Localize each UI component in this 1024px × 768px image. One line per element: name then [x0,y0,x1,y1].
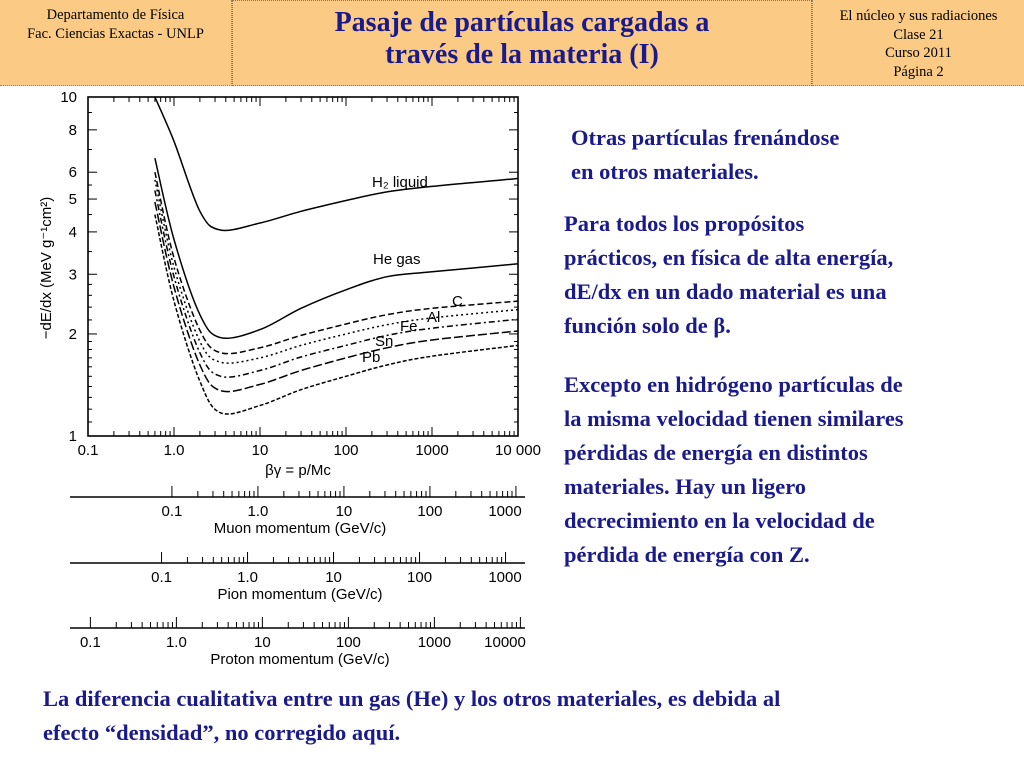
x-tick-label: 10 000 [495,442,541,459]
momentum-scale [70,552,525,603]
p3-line-6: pérdida de energía con Z. [564,542,810,567]
scale-tick-label: 10 [325,569,342,586]
header-title-box [232,0,812,86]
plot-border [88,97,518,436]
curve-label: Pb [362,349,381,366]
paragraph-beta [564,207,893,343]
y-tick-label: 6 [68,164,77,182]
axis-ticks [60,89,541,459]
faculty-name: Fac. Ciencias Exactas - UNLP [27,25,204,42]
x-tick-label: 0.1 [77,442,99,459]
scale-tick-label: 0.1 [161,503,183,520]
scale-tick-label: 10 [335,503,353,520]
scale-tick-label: 100 [417,503,443,520]
y-tick-label: 4 [68,223,77,241]
curve-sn [155,202,518,392]
scale-tick-label: 1.0 [247,503,269,520]
y-tick-label: 2 [68,325,77,343]
p2-line-1: Para todos los propósitos [564,211,805,236]
curve-label: H₂ liquid [372,174,428,191]
momentum-scale [70,486,525,537]
curve-label: Fe [400,318,418,335]
course-year: Curso 2011 [885,45,952,61]
scale-tick-label: 1.0 [165,634,187,651]
p3-line-5: decrecimiento en la velocidad de [564,508,875,533]
curves [155,97,518,414]
p3-line-4: materiales. Hay un ligero [564,474,807,499]
scale-tick-label: 1000 [488,569,522,586]
x-axis-title: βγ = p/Mc [265,462,331,479]
bottom-note [43,682,780,750]
y-tick-label: 5 [68,191,77,209]
y-axis-title: −dE/dx (MeV g⁻¹cm²) [38,196,55,340]
curve-c [155,172,518,353]
curve-hegas [155,158,518,338]
bottom-line-2: efecto “densidad”, no corregido aquí. [43,720,401,745]
x-tick-label: 1.0 [163,442,185,459]
momentum-scale [70,617,526,668]
scale-title: Muon momentum (GeV/c) [213,520,387,537]
intro-text [571,121,839,189]
dedx-chart [0,86,550,676]
p3-line-1: Excepto en hidrógeno partículas de [564,372,903,397]
curve-label: He gas [373,251,421,268]
class-number: Clase 21 [893,26,944,43]
header-right-box [812,0,1024,86]
y-tick-label: 3 [68,266,77,284]
curve-fe [155,191,518,378]
scale-tick-label: 1000 [417,634,452,651]
scale-tick-label: 0.1 [151,569,172,586]
x-tick-label: 100 [333,442,359,459]
curve-label: Al [427,309,441,326]
scale-title: Pion momentum (GeV/c) [217,586,383,603]
y-tick-label: 1 [68,428,77,445]
p2-line-3: dE/dx en un dado material es una [564,279,887,304]
p2-line-2: prácticos, en física de alta energía, [564,245,894,270]
scale-tick-label: 0.1 [79,634,101,651]
header-left-box [0,0,232,86]
y-tick-label: 8 [68,121,77,139]
page-number: Página 2 [893,63,944,80]
x-tick-label: 10 [251,442,269,459]
p3-line-3: pérdidas de energía en distintos [564,440,868,465]
bottom-line-1: La diferencia cualitativa entre un gas (He) y los otros materiales, es debida al [43,686,781,711]
curve-pb [155,215,518,414]
scale-tick-label: 100 [407,569,433,586]
scale-tick-label: 1.0 [237,569,258,586]
scale-tick-label: 100 [335,634,361,651]
scale-title: Proton momentum (GeV/c) [210,651,390,668]
curve-al [155,180,518,363]
slide-title-line2: través de la materia (I) [385,39,659,70]
y-tick-label: 10 [60,89,77,106]
momentum-scales [70,486,526,668]
p2-line-4: función solo de β. [564,313,731,338]
p3-line-2: la misma velocidad tienen similares [564,406,904,431]
scale-tick-label: 10 [254,634,271,651]
paragraph-hydrogen [564,368,904,572]
curve-label: Sn [375,333,394,350]
scale-tick-label: 1000 [488,503,522,520]
department-name: Departamento de Física [46,7,185,23]
curve-label: C [452,293,463,310]
intro-line-2: en otros materiales. [571,159,759,184]
intro-line-1: Otras partículas frenándose [571,125,840,150]
plot-frame [88,97,518,436]
course-name: El núcleo y sus radiaciones [839,8,998,24]
curve-hliquid [155,97,518,230]
scale-tick-label: 10000 [484,634,526,651]
x-tick-label: 1000 [415,442,449,459]
slide-title-line1: Pasaje de partículas cargadas a [334,7,710,38]
